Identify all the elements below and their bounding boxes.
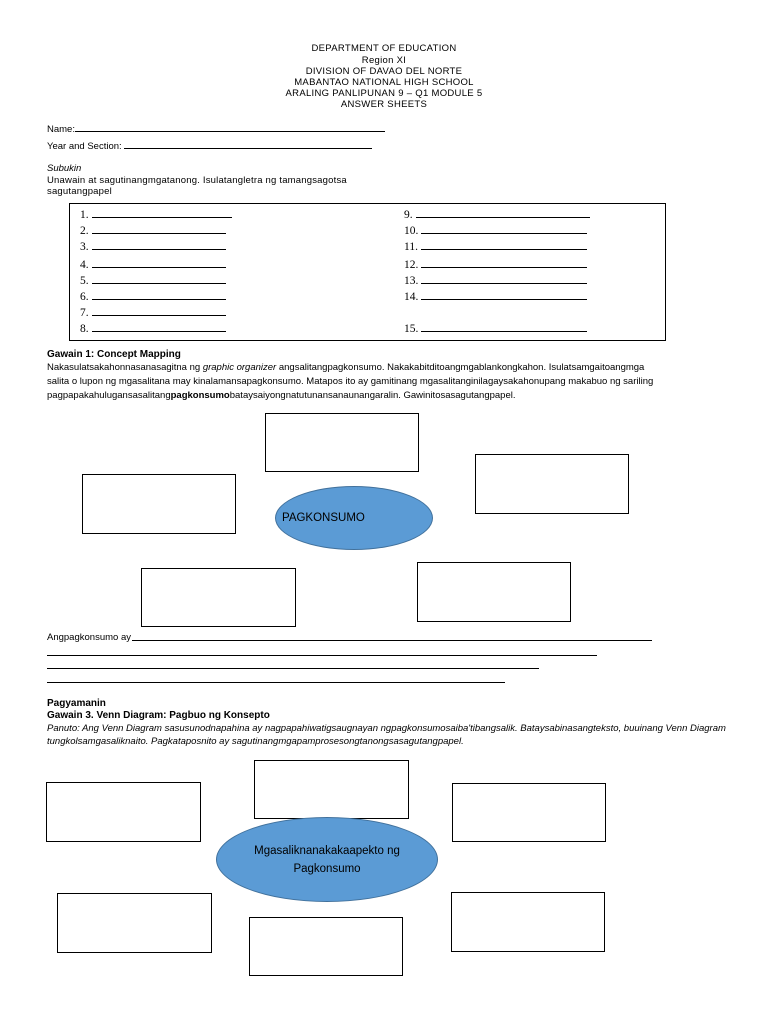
venn-box-top[interactable] bbox=[254, 760, 409, 819]
pagkonsumo-ellipse bbox=[275, 486, 433, 550]
venn-center-label-2: Pagkonsumo bbox=[293, 862, 361, 875]
answer-item-8 bbox=[80, 321, 226, 335]
definition-line-4[interactable] bbox=[47, 682, 505, 683]
answer-line[interactable] bbox=[92, 321, 226, 332]
answer-item-12 bbox=[404, 257, 587, 271]
venn-center-label-1: Mgasaliknanakakaapekto ng bbox=[254, 844, 400, 857]
definition-line-1[interactable] bbox=[132, 640, 652, 641]
answer-number: 14. bbox=[404, 291, 419, 303]
header-region: Region XI bbox=[361, 55, 407, 66]
name-field bbox=[47, 122, 385, 135]
gawain3-line1: Panuto: Ang Venn Diagram sasusunodnapahina ay nagpapahiwatigsaugnayan ngpagkonsumosaiba'tibangsalik. Bataysabinasangteksto, buuinang Venn Diagram bbox=[47, 723, 726, 734]
answer-number: 2. bbox=[80, 225, 89, 237]
answer-line[interactable] bbox=[92, 289, 226, 300]
answer-item-15 bbox=[404, 321, 587, 335]
answer-item-4 bbox=[80, 257, 226, 271]
answer-number: 13. bbox=[404, 275, 419, 287]
gawain1-paragraph bbox=[47, 361, 727, 403]
answer-number: 3. bbox=[80, 241, 89, 253]
answer-number: 15. bbox=[404, 323, 419, 335]
answer-item-5 bbox=[80, 273, 226, 287]
answer-number: 8. bbox=[80, 323, 89, 335]
gawain1-line3: pagpapakahulugansasalitangpagkonsumobataysaiyongnatutunansanaunangaralin. Gawinitosasagutangpapel. bbox=[47, 390, 516, 401]
answer-item-9 bbox=[404, 207, 590, 221]
answer-item-11 bbox=[404, 239, 587, 253]
answer-number: 4. bbox=[80, 259, 89, 271]
answer-item-6 bbox=[80, 289, 226, 303]
header-answer-sheets: ANSWER SHEETS bbox=[340, 99, 428, 110]
answer-item-14 bbox=[404, 289, 587, 303]
gawain3-line2: tungkolsamgasaliknaito. Pagkataposnito ay sagutinangmgapamprosesongtanongsasagutangpapel. bbox=[47, 736, 464, 747]
pagyamanin-title: Pagyamanin bbox=[47, 698, 106, 709]
answer-number: 6. bbox=[80, 291, 89, 303]
answer-line[interactable] bbox=[421, 223, 587, 234]
answer-number: 12. bbox=[404, 259, 419, 271]
answer-line[interactable] bbox=[92, 239, 226, 250]
venn-box-bottom[interactable] bbox=[249, 917, 403, 976]
answer-line[interactable] bbox=[416, 207, 590, 218]
answer-number: 5. bbox=[80, 275, 89, 287]
answer-number: 7. bbox=[80, 307, 89, 319]
answer-number: 10. bbox=[404, 225, 419, 237]
subukin-title: Subukin bbox=[47, 163, 82, 174]
answer-item-3 bbox=[80, 239, 226, 253]
header-department: DEPARTMENT OF EDUCATION bbox=[311, 43, 457, 54]
name-label: Name: bbox=[47, 124, 75, 135]
answer-line[interactable] bbox=[421, 273, 587, 284]
answer-item-7 bbox=[80, 305, 226, 319]
answer-item-10 bbox=[404, 223, 587, 237]
answer-line[interactable] bbox=[92, 273, 226, 284]
gawain3-title: Gawain 3. Venn Diagram: Pagbuo ng Konsepto bbox=[47, 710, 270, 721]
venn-box-right-top[interactable] bbox=[452, 783, 606, 842]
answer-line[interactable] bbox=[92, 305, 226, 316]
concept-box-bottom-right[interactable] bbox=[417, 562, 571, 622]
concept-box-right-top[interactable] bbox=[475, 454, 629, 514]
concept-box-top[interactable] bbox=[265, 413, 419, 472]
answer-line[interactable] bbox=[421, 289, 587, 300]
venn-box-left-bottom[interactable] bbox=[57, 893, 212, 953]
answer-line[interactable] bbox=[421, 321, 587, 332]
answer-number: 9. bbox=[404, 209, 413, 221]
year-section-label: Year and Section: bbox=[47, 141, 122, 152]
venn-box-right-bottom[interactable] bbox=[451, 892, 605, 952]
answer-line[interactable] bbox=[92, 257, 226, 268]
gawain1-title: Gawain 1: Concept Mapping bbox=[47, 349, 181, 360]
year-section-line[interactable] bbox=[124, 139, 372, 149]
definition-label: Angpagkonsumo ay bbox=[47, 632, 131, 643]
answer-item-2 bbox=[80, 223, 226, 237]
answer-line[interactable] bbox=[92, 207, 232, 218]
concept-box-bottom-left[interactable] bbox=[141, 568, 296, 627]
gawain1-line1: Nakasulatsakahonnasanasagitna ng graphic organizer angsalitangpagkonsumo. Nakakabitditoangmgablankongkahon. Isulatsamgaitoangmga bbox=[47, 362, 645, 373]
header-division: DIVISION OF DAVAO DEL NORTE bbox=[305, 66, 463, 77]
definition-line-2[interactable] bbox=[47, 655, 597, 656]
answer-item-13 bbox=[404, 273, 587, 287]
answer-item-1 bbox=[80, 207, 232, 221]
year-section-field bbox=[47, 139, 372, 152]
header-school: MABANTAO NATIONAL HIGH SCHOOL bbox=[294, 77, 474, 88]
answer-number: 1. bbox=[80, 209, 89, 221]
answer-number: 11. bbox=[404, 241, 418, 253]
name-line[interactable] bbox=[75, 122, 385, 132]
header-subject: ARALING PANLIPUNAN 9 – Q1 MODULE 5 bbox=[285, 88, 483, 99]
answer-line[interactable] bbox=[92, 223, 226, 234]
gawain1-line2: salita o lupon ng mgasalitana may kinalamansapagkonsumo. Matapos ito ay gamitinang mgasalitanginilagaysakahonupang makabuo ng sariling bbox=[47, 376, 654, 387]
answer-line[interactable] bbox=[421, 257, 587, 268]
definition-line-3[interactable] bbox=[47, 668, 539, 669]
subukin-instruction-1: Unawain at sagutinangmgatanong. Isulatangletra ng tamangsagotsa bbox=[47, 175, 347, 186]
venn-center-ellipse bbox=[216, 817, 438, 902]
answer-line[interactable] bbox=[421, 239, 587, 250]
gawain3-paragraph bbox=[47, 722, 727, 748]
subukin-instruction-2: sagutangpapel bbox=[47, 186, 112, 197]
pagkonsumo-label: PAGKONSUMO bbox=[282, 512, 365, 524]
venn-box-left-top[interactable] bbox=[46, 782, 201, 842]
concept-box-left[interactable] bbox=[82, 474, 236, 534]
